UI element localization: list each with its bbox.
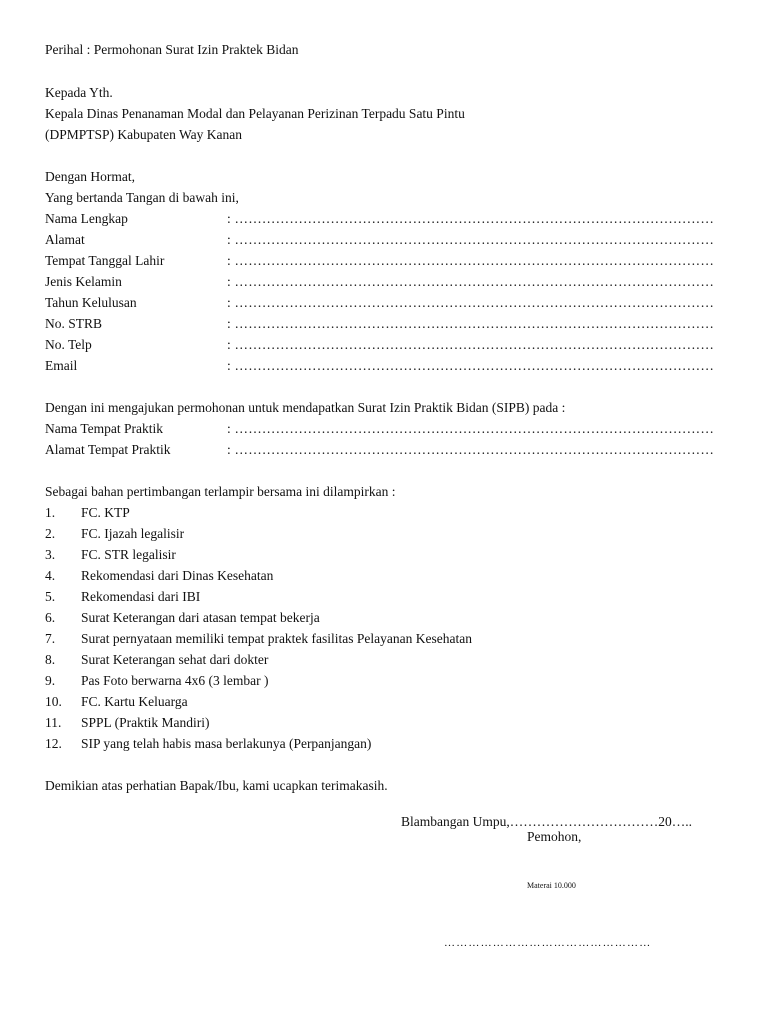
attachment-text: FC. Ijazah legalisir xyxy=(81,526,185,541)
attachments-intro: Sebagai bahan pertimbangan terlampir bersama ini dilampirkan : xyxy=(45,484,396,499)
attachment-text: FC. STR legalisir xyxy=(81,547,176,562)
greeting: Dengan Hormat, xyxy=(45,169,135,184)
field-label: Tahun Kelulusan xyxy=(45,295,137,310)
signature-role: Pemohon, xyxy=(527,829,582,844)
field-fill-line: : …………………………………………………………………………………………… xyxy=(227,211,715,226)
attachment-number: 6. xyxy=(45,610,56,625)
field-fill-line: : …………………………………………………………………………………………… xyxy=(227,442,715,457)
recipient-office-abbrev: (DPMPTSP) Kabupaten Way Kanan xyxy=(45,127,243,142)
attachment-text: SIP yang telah habis masa berlakunya (Perpanjangan) xyxy=(81,736,372,751)
field-fill-line: : …………………………………………………………………………………………… xyxy=(227,316,715,331)
attachment-number: 3. xyxy=(45,547,56,562)
field-email xyxy=(45,358,715,374)
field-tahun-kelulusan xyxy=(45,295,715,311)
field-fill-line: : …………………………………………………………………………………………… xyxy=(227,295,715,310)
recipient-salutation: Kepada Yth. xyxy=(45,85,113,100)
attachment-text: Rekomendasi dari Dinas Kesehatan xyxy=(81,568,274,583)
field-no-telp xyxy=(45,337,715,353)
attachment-number: 2. xyxy=(45,526,56,541)
field-alamat xyxy=(45,232,715,248)
attachment-number: 4. xyxy=(45,568,56,583)
attachment-text: SPPL (Praktik Mandiri) xyxy=(81,715,210,730)
field-label: Alamat xyxy=(45,232,85,247)
attachment-text: Pas Foto berwarna 4x6 (3 lembar ) xyxy=(81,673,269,688)
field-label: Jenis Kelamin xyxy=(45,274,122,289)
field-label: Nama Lengkap xyxy=(45,211,128,226)
stamp-duty-label: Materai 10.000 xyxy=(527,881,576,890)
field-label: Email xyxy=(45,358,78,373)
field-fill-line: : …………………………………………………………………………………………… xyxy=(227,253,715,268)
attachment-text: Surat Keterangan sehat dari dokter xyxy=(81,652,269,667)
attachment-text: FC. Kartu Keluarga xyxy=(81,694,188,709)
recipient-office: Kepala Dinas Penanaman Modal dan Pelayanan Perizinan Terpadu Satu Pintu xyxy=(45,106,465,121)
field-fill-line: : …………………………………………………………………………………………… xyxy=(227,358,715,373)
attachment-text: Surat pernyataan memiliki tempat praktek fasilitas Pelayanan Kesehatan xyxy=(81,631,472,646)
attachment-number: 5. xyxy=(45,589,56,604)
field-fill-line: : …………………………………………………………………………………………… xyxy=(227,337,715,352)
field-label: No. STRB xyxy=(45,316,103,331)
attachment-number: 1. xyxy=(45,505,56,520)
field-alamat-tempat-praktik xyxy=(45,442,715,458)
field-fill-line: : …………………………………………………………………………………………… xyxy=(227,274,715,289)
closing-text: Demikian atas perhatian Bapak/Ibu, kami ucapkan terimakasih. xyxy=(45,778,388,793)
request-text: Dengan ini mengajukan permohonan untuk mendapatkan Surat Izin Praktik Bidan (SIPB) pada : xyxy=(45,400,566,415)
field-no-strb xyxy=(45,316,715,332)
signature-place-date: Blambangan Umpu,……………………………20….. xyxy=(401,814,692,829)
attachment-text: Surat Keterangan dari atasan tempat bekerja xyxy=(81,610,320,625)
field-jenis-kelamin xyxy=(45,274,715,290)
attachment-number: 9. xyxy=(45,673,56,688)
field-label: No. Telp xyxy=(45,337,92,352)
field-fill-line: : …………………………………………………………………………………………… xyxy=(227,232,715,247)
attachment-number: 12. xyxy=(45,736,62,751)
attachment-number: 8. xyxy=(45,652,56,667)
field-nama-lengkap xyxy=(45,211,715,227)
intro-text: Yang bertanda Tangan di bawah ini, xyxy=(45,190,239,205)
field-label: Tempat Tanggal Lahir xyxy=(45,253,165,268)
attachment-number: 7. xyxy=(45,631,56,646)
signature-line: …………………………………………… xyxy=(444,937,652,949)
attachment-text: Rekomendasi dari IBI xyxy=(81,589,201,604)
letter-subject: Perihal : Permohonan Surat Izin Praktek Bidan xyxy=(45,42,299,57)
field-label: Alamat Tempat Praktik xyxy=(45,442,171,457)
field-nama-tempat-praktik xyxy=(45,421,715,437)
field-label: Nama Tempat Praktik xyxy=(45,421,164,436)
field-fill-line: : …………………………………………………………………………………………… xyxy=(227,421,715,436)
attachment-number: 11. xyxy=(45,715,62,730)
field-tempat-tanggal-lahir xyxy=(45,253,715,269)
attachment-text: FC. KTP xyxy=(81,505,130,520)
attachment-number: 10. xyxy=(45,694,62,709)
